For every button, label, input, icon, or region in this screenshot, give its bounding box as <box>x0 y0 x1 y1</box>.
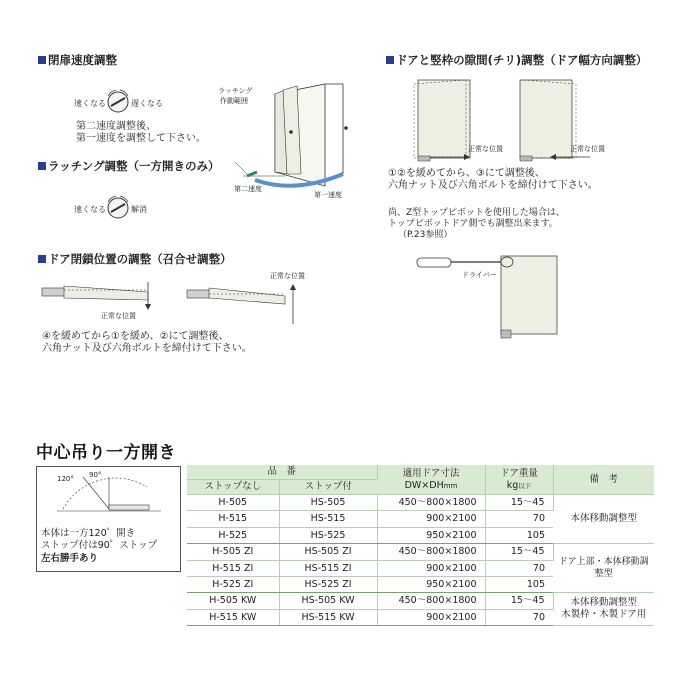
cell-weight: 15〜45 <box>485 495 553 511</box>
normal-pos-label: 正常な位置 <box>468 145 503 153</box>
product-title: 中心吊り一方開き <box>36 443 176 463</box>
table-row <box>187 544 654 560</box>
section-marker-icon <box>38 162 46 170</box>
adjust-screw-icon <box>104 88 132 116</box>
cell-part-b: HS-505 ZI <box>279 544 377 560</box>
cell-part-a: H-505 KW <box>187 593 279 609</box>
angle-90-label: 90° <box>89 471 102 479</box>
latch-range-label-1: ラッチング <box>218 87 253 95</box>
speed-note-1: 第二速度調整後、 <box>76 121 156 132</box>
close-pos-diagram-right <box>185 276 310 328</box>
cell-weight: 70 <box>485 511 553 527</box>
speed-slow-label: 遅くなる <box>131 99 163 108</box>
cell-part-a: H-525 ZI <box>187 577 279 593</box>
door-swing-diagram <box>225 76 365 196</box>
header-no-stop: ストップなし <box>187 480 279 495</box>
section-title-latch <box>38 158 219 174</box>
cell-part-b: HS-515 <box>279 511 377 527</box>
latch-fast-label: 速くなる <box>74 205 106 214</box>
cell-size: 950×2100 <box>377 527 485 543</box>
cell-size: 950×2100 <box>377 577 485 593</box>
normal-pos-label: 正常な位置 <box>570 145 605 153</box>
product-desc-3: 左右勝手あり <box>41 553 99 564</box>
product-figure-box <box>36 466 181 572</box>
cell-part-a: H-515 <box>187 511 279 527</box>
driver-label: ドライバー <box>462 271 497 279</box>
close-pos-diagram-left <box>40 280 160 320</box>
gap-note-1: ①②を緩めてから、③にて調整後、 <box>388 168 545 179</box>
latch-range-label-2: 作動範囲 <box>220 97 248 105</box>
gap-note-5: （P.23参照） <box>398 230 453 240</box>
close-pos-note-2: 六角ナット及び六角ボルトを締付けて下さい。 <box>42 343 252 354</box>
section-title-close-pos <box>38 251 232 267</box>
cell-remarks <box>553 593 654 626</box>
table-row <box>187 593 654 609</box>
cell-part-b: HS-515 KW <box>279 609 377 625</box>
latch-release-label: 解消 <box>131 205 147 214</box>
cell-weight: 70 <box>485 609 553 625</box>
speed-note-2: 第一速度を調整して下さい。 <box>76 133 206 144</box>
driver-diagram <box>415 248 565 343</box>
remarks-line-2: 木製枠・木製ドア用 <box>561 609 647 621</box>
cell-weight: 15〜45 <box>485 544 553 560</box>
product-desc-2: ストップ付は90゜ストップ <box>41 540 158 551</box>
cell-part-b: HS-505 KW <box>279 593 377 609</box>
section-marker-icon <box>38 56 46 64</box>
header-size-unit: DW×DH <box>404 479 444 491</box>
section-title-text: 閉扉速度調整 <box>48 53 117 67</box>
section-title-speed <box>38 52 117 68</box>
normal-pos-label: 正常な位置 <box>270 272 305 280</box>
remarks-line-1: 本体移動調整型 <box>570 597 637 609</box>
speed-fast-label: 速くなる <box>74 99 106 108</box>
cell-remarks: ドア上部・本体移動調整型 <box>553 544 654 593</box>
product-desc-1: 本体は一方120゜開き <box>41 528 136 539</box>
cell-part-b: HS-525 <box>279 527 377 543</box>
header-stop: ストップ付 <box>279 480 377 495</box>
cell-weight: 105 <box>485 577 553 593</box>
cell-size: 450〜800×1800 <box>377 544 485 560</box>
header-size <box>377 465 485 495</box>
section-title-gap <box>386 52 647 68</box>
cell-part-b: HS-505 <box>279 495 377 511</box>
cell-weight: 70 <box>485 560 553 576</box>
header-size-mm: mm <box>443 481 458 490</box>
cell-part-a: H-515 ZI <box>187 560 279 576</box>
cell-weight: 15〜45 <box>485 593 553 609</box>
section-title-text: ドア閉鎖位置の調整（召合せ調整） <box>48 252 232 266</box>
cell-size: 450〜800×1800 <box>377 495 485 511</box>
header-remarks: 備 考 <box>553 465 654 495</box>
normal-pos-label: 正常な位置 <box>101 312 136 320</box>
gap-note-4: トップピボットドア側でも調整出来ます。 <box>388 219 558 229</box>
cell-size: 900×2100 <box>377 560 485 576</box>
cell-part-b: HS-525 ZI <box>279 577 377 593</box>
cell-part-a: H-525 <box>187 527 279 543</box>
cell-weight: 105 <box>485 527 553 543</box>
angle-120-label: 120° <box>57 475 74 483</box>
arrow-icon <box>430 152 470 162</box>
cell-part-a: H-505 ZI <box>187 544 279 560</box>
header-weight-sub: 以下 <box>518 481 532 490</box>
section-title-text: ドアと竪枠の隙間(チリ)調整（ドア幅方向調整） <box>396 53 648 67</box>
cell-part-a: H-505 <box>187 495 279 511</box>
speed2-label: 第二速度 <box>234 185 262 193</box>
section-marker-icon <box>38 255 46 263</box>
cell-part-a: H-515 KW <box>187 609 279 625</box>
header-weight-unit: kg <box>506 479 519 491</box>
cell-part-b: HS-515 ZI <box>279 560 377 576</box>
gap-note-2: 六角ナット及び六角ボルトを締付けて下さい。 <box>388 180 598 191</box>
cell-remarks: 本体移動調整型 <box>553 495 654 544</box>
close-pos-note-1: ④を緩めてから①を緩め、②にて調整後、 <box>42 331 229 342</box>
gap-note-3: 尚、Z型トップピボットを使用した場合は、 <box>388 208 565 218</box>
header-weight <box>485 465 553 495</box>
speed1-label: 第一速度 <box>314 191 342 199</box>
header-part: 品 番 <box>187 465 377 480</box>
adjust-screw-icon <box>104 194 132 222</box>
table-row <box>187 495 654 511</box>
section-marker-icon <box>386 56 394 64</box>
cell-size: 450〜800×1800 <box>377 593 485 609</box>
section-title-text: ラッチング調整（一方開きのみ） <box>48 159 220 173</box>
header-weight-label: ドア重量 <box>500 467 538 479</box>
spec-table <box>187 465 654 626</box>
cell-size: 900×2100 <box>377 609 485 625</box>
header-size-label: 適用ドア寸法 <box>402 467 460 479</box>
cell-size: 900×2100 <box>377 511 485 527</box>
